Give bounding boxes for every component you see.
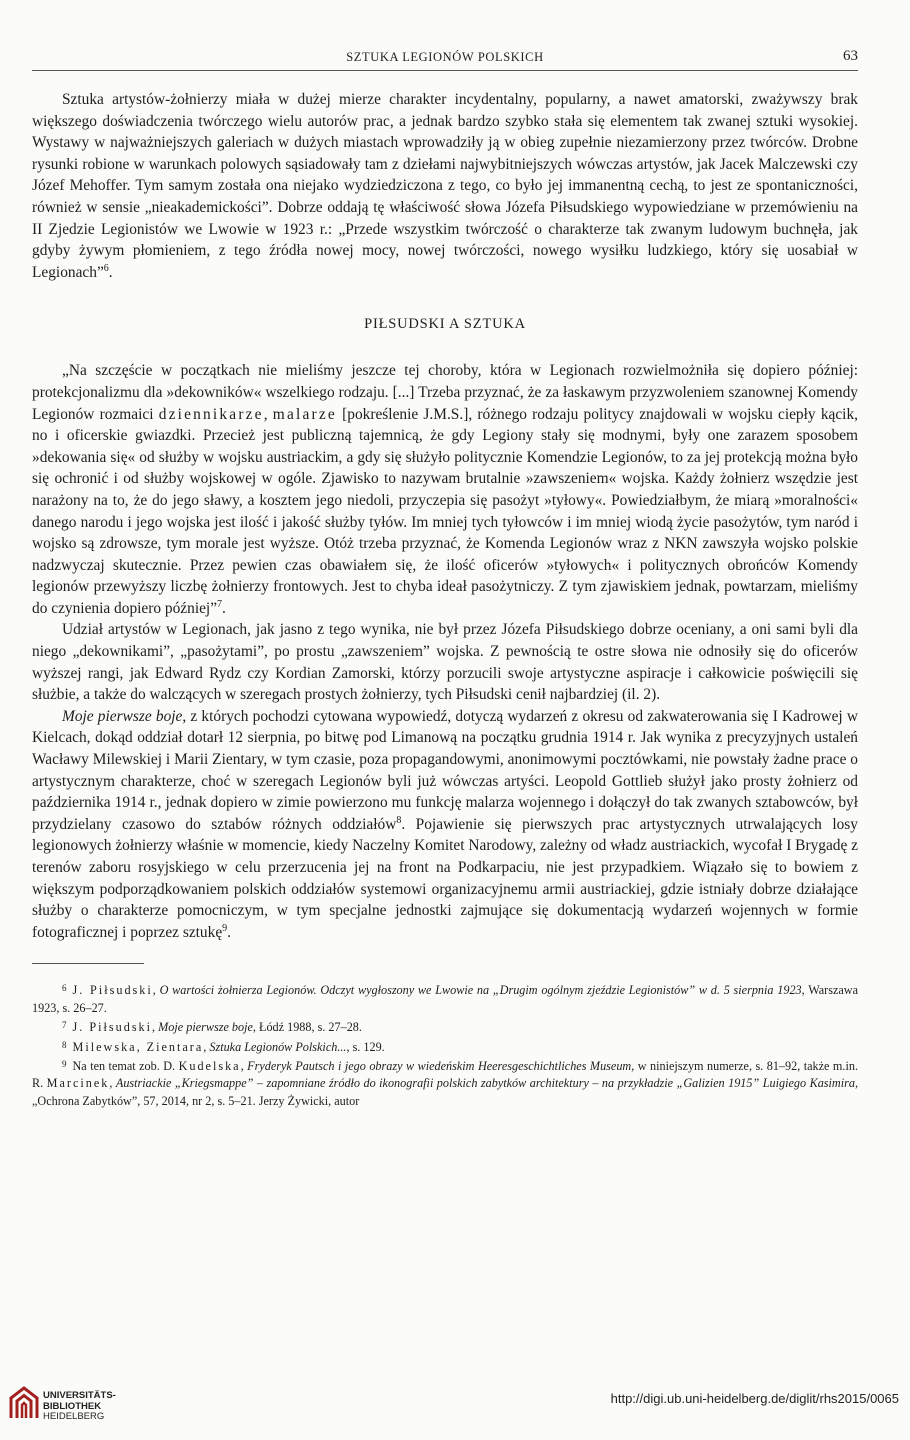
running-title: SZTUKA LEGIONÓW POLSKICH [346, 50, 544, 64]
paragraph-1-text: Sztuka artystów-żołnierzy miała w dużej mierze charakter incydentalny, popularny, a nawet amatorski, zważywszy brak większego doświadczenia twórczego wielu autorów prac, a jednak bardzo szybko stała się elementem tak zwanej sztuki wysokiej. Wystawy w najważniejszych galeriach w dużych miastach wprowadziły ją w obieg zupełnie niezamierzony przez twórców. Drobne rysunki robione w warunkach polowych sąsiadowały tam z dziełami najwybitniejszych wówczas artystów, jak Jacek Malczewski czy Józef Mehoffer. Tym samym została ona niejako wydziedziczona z tego, co było jej immanentną cechą, to jest ze spontaniczności, również w sensie „nieakademickości”. Dobrze oddają tę właściwość słowa Józefa Piłsudskiego wypowiedziane w przemówieniu na II Zjedzie Legionistów we Lwowie w 1923 r.: „Przede wszystkim twórczość o charakterze tak zwanym ludowym buchnęła, jak gdyby żywym płomieniem, z tego źródła nowej mocy, nowej twórczości, nowego wysiłku ludzkiego, który się uosabiał w Legionach” [32, 91, 858, 281]
footnote-separator-2: , [109, 1076, 116, 1091]
quote-spaced-journalists: dziennikarze [158, 405, 264, 423]
logo-line-2: BIBLIOTHEK [43, 1400, 102, 1412]
footnote-author: J. Piłsudski [72, 983, 153, 998]
footnote-rest: , s. 129. [346, 1039, 385, 1054]
footnote-rule [32, 963, 144, 964]
footnote-ref-7[interactable]: 7 [217, 598, 223, 610]
quote-text-a: „Na szczęście w początkach nie mieliśmy jeszcze tej choroby, która w Legionach rozwielmożniła się dopiero później: protekcjonalizmu dla »dekowników« wszelkiego rodzaju. [...] Trzeba przyznać, że za łaskawym przyzwoleniem szanownej Komendy Legionów rozmaici [32, 362, 858, 423]
footnote-author: Kudelska [178, 1059, 241, 1073]
running-head [32, 48, 858, 68]
page-number: 63 [843, 48, 858, 64]
footnote-ref-9[interactable]: 9 [222, 922, 228, 934]
paragraph-4-text-a: , z których pochodzi cytowana wypowiedź, dotyczą wydarzeń z okresu od zakwaterowania się I Kadrowej w Kielcach, dokąd oddział dotarł 12 sierpnia, po bitwę pod Limanową na początku grudnia 1914 r. Jak wynika z precyzyjnych ustaleń Wacławy Milewskiej i Marii Zientary, w tym czasie, poza propagandowymi, anonimowymi pocztówkami, nie powstały żadne prace o artystycznym charakterze, choć w szeregach Legionów byli już wówczas artyści. Leopold Gottlieb służył jako prosty żołnierz od października 1914 r., jednak dopiero w zimie powierzono mu funkcję malarza wojennego i dołączył do tak zwanych sztabowców, był przydzielany czasowo do sztabów różnych oddziałów [32, 707, 859, 833]
paragraph-4 [32, 706, 858, 944]
library-logo-icon [9, 1386, 39, 1420]
quote-spaced-painters: malarze [272, 405, 337, 423]
footnote-number: 6 [62, 983, 67, 994]
footnote-rest: , Łódź 1988, s. 27–28. [252, 1020, 362, 1035]
footnote-rest: , Warszawa 1923, s. 26–27. [32, 983, 859, 1015]
logo-line-1: UNIVERSITÄTS- [43, 1390, 116, 1401]
footnote-title: Moje pierwsze boje [158, 1020, 253, 1035]
footnote-ref-6[interactable]: 6 [103, 262, 109, 274]
footnote-author: J. Piłsudski [72, 1020, 153, 1035]
paragraph-1 [32, 89, 858, 283]
paragraph-1-end: . [108, 263, 113, 281]
footnote-ref-8[interactable]: 8 [396, 814, 402, 826]
footnote-separator: , [203, 1039, 210, 1054]
footnote-title: Fryderyk Pautsch i jego obrazy w wiedeńskim Heeresgeschichtliches Museum [247, 1059, 632, 1073]
university-library-logo[interactable] [9, 1386, 149, 1432]
footnote-title: O wartości żołnierza Legionów. Odczyt wygłoszony we Lwowie na „Drugim ogólnym zjeździe Legionistów” w d. 5 sierpnia 1923 [159, 983, 802, 998]
footnote-7 [32, 1017, 858, 1036]
footnote-mid: , w niniejszym numerze, s. 81–92, także m.in. R. [32, 1059, 858, 1091]
footnote-6 [32, 980, 858, 1017]
book-title-italic: Moje pierwsze boje [62, 707, 183, 725]
footnote-author: Milewska, Zientara [72, 1039, 204, 1054]
paragraph-2-end: . [222, 599, 226, 617]
footnote-author-2: Marcinek [46, 1076, 110, 1091]
quote-comma: , [263, 405, 273, 423]
quote-text-b: [pokreślenie J.M.S.], różnego rodzaju politycy znajdowali w wojsku ciepły kącik, no i oficerskie gwiazdki. Przecież jest publiczną tajemnicą, że gdy Legiony stały się modnymi, były one zarazem sposobem »dekowania się« od służby w wojsku austriackim, a gdy się służyło politycznie Komendzie Legionów, to za jej protekcją można było się ochronić i od służby wojskowej w ogóle. Zjawisko to nazywam brutalnie »zawszeniem« wojska. Każdy żołnierz wszędzie jest narażony na to, że do jego sławy, a kosztem jego niedoli, przyczepia się pasożyt »tyłowy«. Powiedziałbym, że miarą »moralności« danego narodu i jego wojska jest ilość i jakość służby tyłów. Im mniej tych tyłowców i im mniej wiodą życie pasożytów, tym naród i wojsko są zdrowsze, tym morale jest wyższe. Otóż trzeba przyznać, że Komenda Legionów wraz z NKN zawszyła wojsko polskie nadzwyczaj skutecznie. Przez pewien czas obawiałem się, że ilość oficerów »tyłowych« i politycznych obrońców Komendy legionów przewyższy liczbę żołnierzy frontowych. Jest to chyba ideał pasożytniczy. Z tym zjawiskiem jednak, powtarzam, mieliśmy do czynienia dopiero później” [32, 405, 859, 617]
footnote-title: Sztuka Legionów Polskich... [209, 1039, 347, 1054]
logo-line-3: HEIDELBERG [43, 1411, 105, 1422]
footnote-number: 9 [62, 1059, 67, 1069]
section-heading: PIŁSUDSKI A SZTUKA [364, 316, 526, 333]
header-rule [32, 70, 858, 71]
footnote-rest: , „Ochrona Zabytków”, 57, 2014, nr 2, s. 5–21. Jerzy Żywicki, autor [32, 1076, 858, 1108]
digitization-footer [0, 1378, 910, 1440]
digitization-url[interactable]: http://digi.ub.uni-heidelberg.de/diglit/rhs2015/0065 [610, 1391, 899, 1406]
paragraph-4-end: . [227, 923, 232, 941]
footnote-number: 7 [62, 1020, 67, 1031]
paragraph-3: Udział artystów w Legionach, jak jasno z tego wynika, nie był przez Józefa Piłsudskiego dobrze oceniany, a oni sami byli dla niego „dekownikami”, „pasożytami”, po prostu „zawszeniem” wojska. Z pewnością te ostre słowa nie odnosiły się do oficerów wyższej rangi, jak Edward Rydz czy Kordian Zamorski, którzy porzucili swoje artystyczne aspiracje i całkowicie poświęcili się służbie, a także do walczących w szeregach prostych żołnierzy, tych Piłsudski cenił najbardziej (il. 2). [32, 621, 858, 704]
body-text [32, 89, 858, 1110]
paragraph-2-quote [32, 360, 858, 619]
footnote-separator: , [240, 1059, 248, 1073]
footnote-title-2: Austriackie „Kriegsmappe” – zapomniane źródło do ikonografii polskich zabytków architektury – na przykładzie „Galizien 1915” Luigiego Kasimira [115, 1076, 855, 1091]
footnote-8 [32, 1037, 858, 1056]
logo-text [43, 1391, 116, 1423]
footnote-number: 8 [62, 1039, 67, 1050]
footnote-separator: , [152, 1020, 159, 1035]
footnote-pre: Na ten temat zob. D. [72, 1059, 179, 1073]
footnote-9 [32, 1056, 858, 1110]
paragraph-4-text-b: . Pojawienie się pierwszych prac artystycznych utrwalających losy legionowych żołnierzy właśnie w momencie, kiedy Naczelny Komitet Narodowy, zależny od władz austriackich, wycofał I Brygadę z terenów zaboru rosyjskiego w celu przerzucenia jej na front na Podkarpaciu, nie jest przypadkiem. Wiązało się to bowiem z większym podporządkowaniem polskich oddziałów systemowi organizacyjnemu armii austriackiej, gdzie istniały dobrze działające służby o charakterze pomocniczym, w tym specjalne jednostki zajmujące się dokumentacją wydarzeń wojennych w formie fotograficznej i poprzez sztukę [32, 815, 858, 941]
footnote-separator: , [152, 983, 160, 998]
